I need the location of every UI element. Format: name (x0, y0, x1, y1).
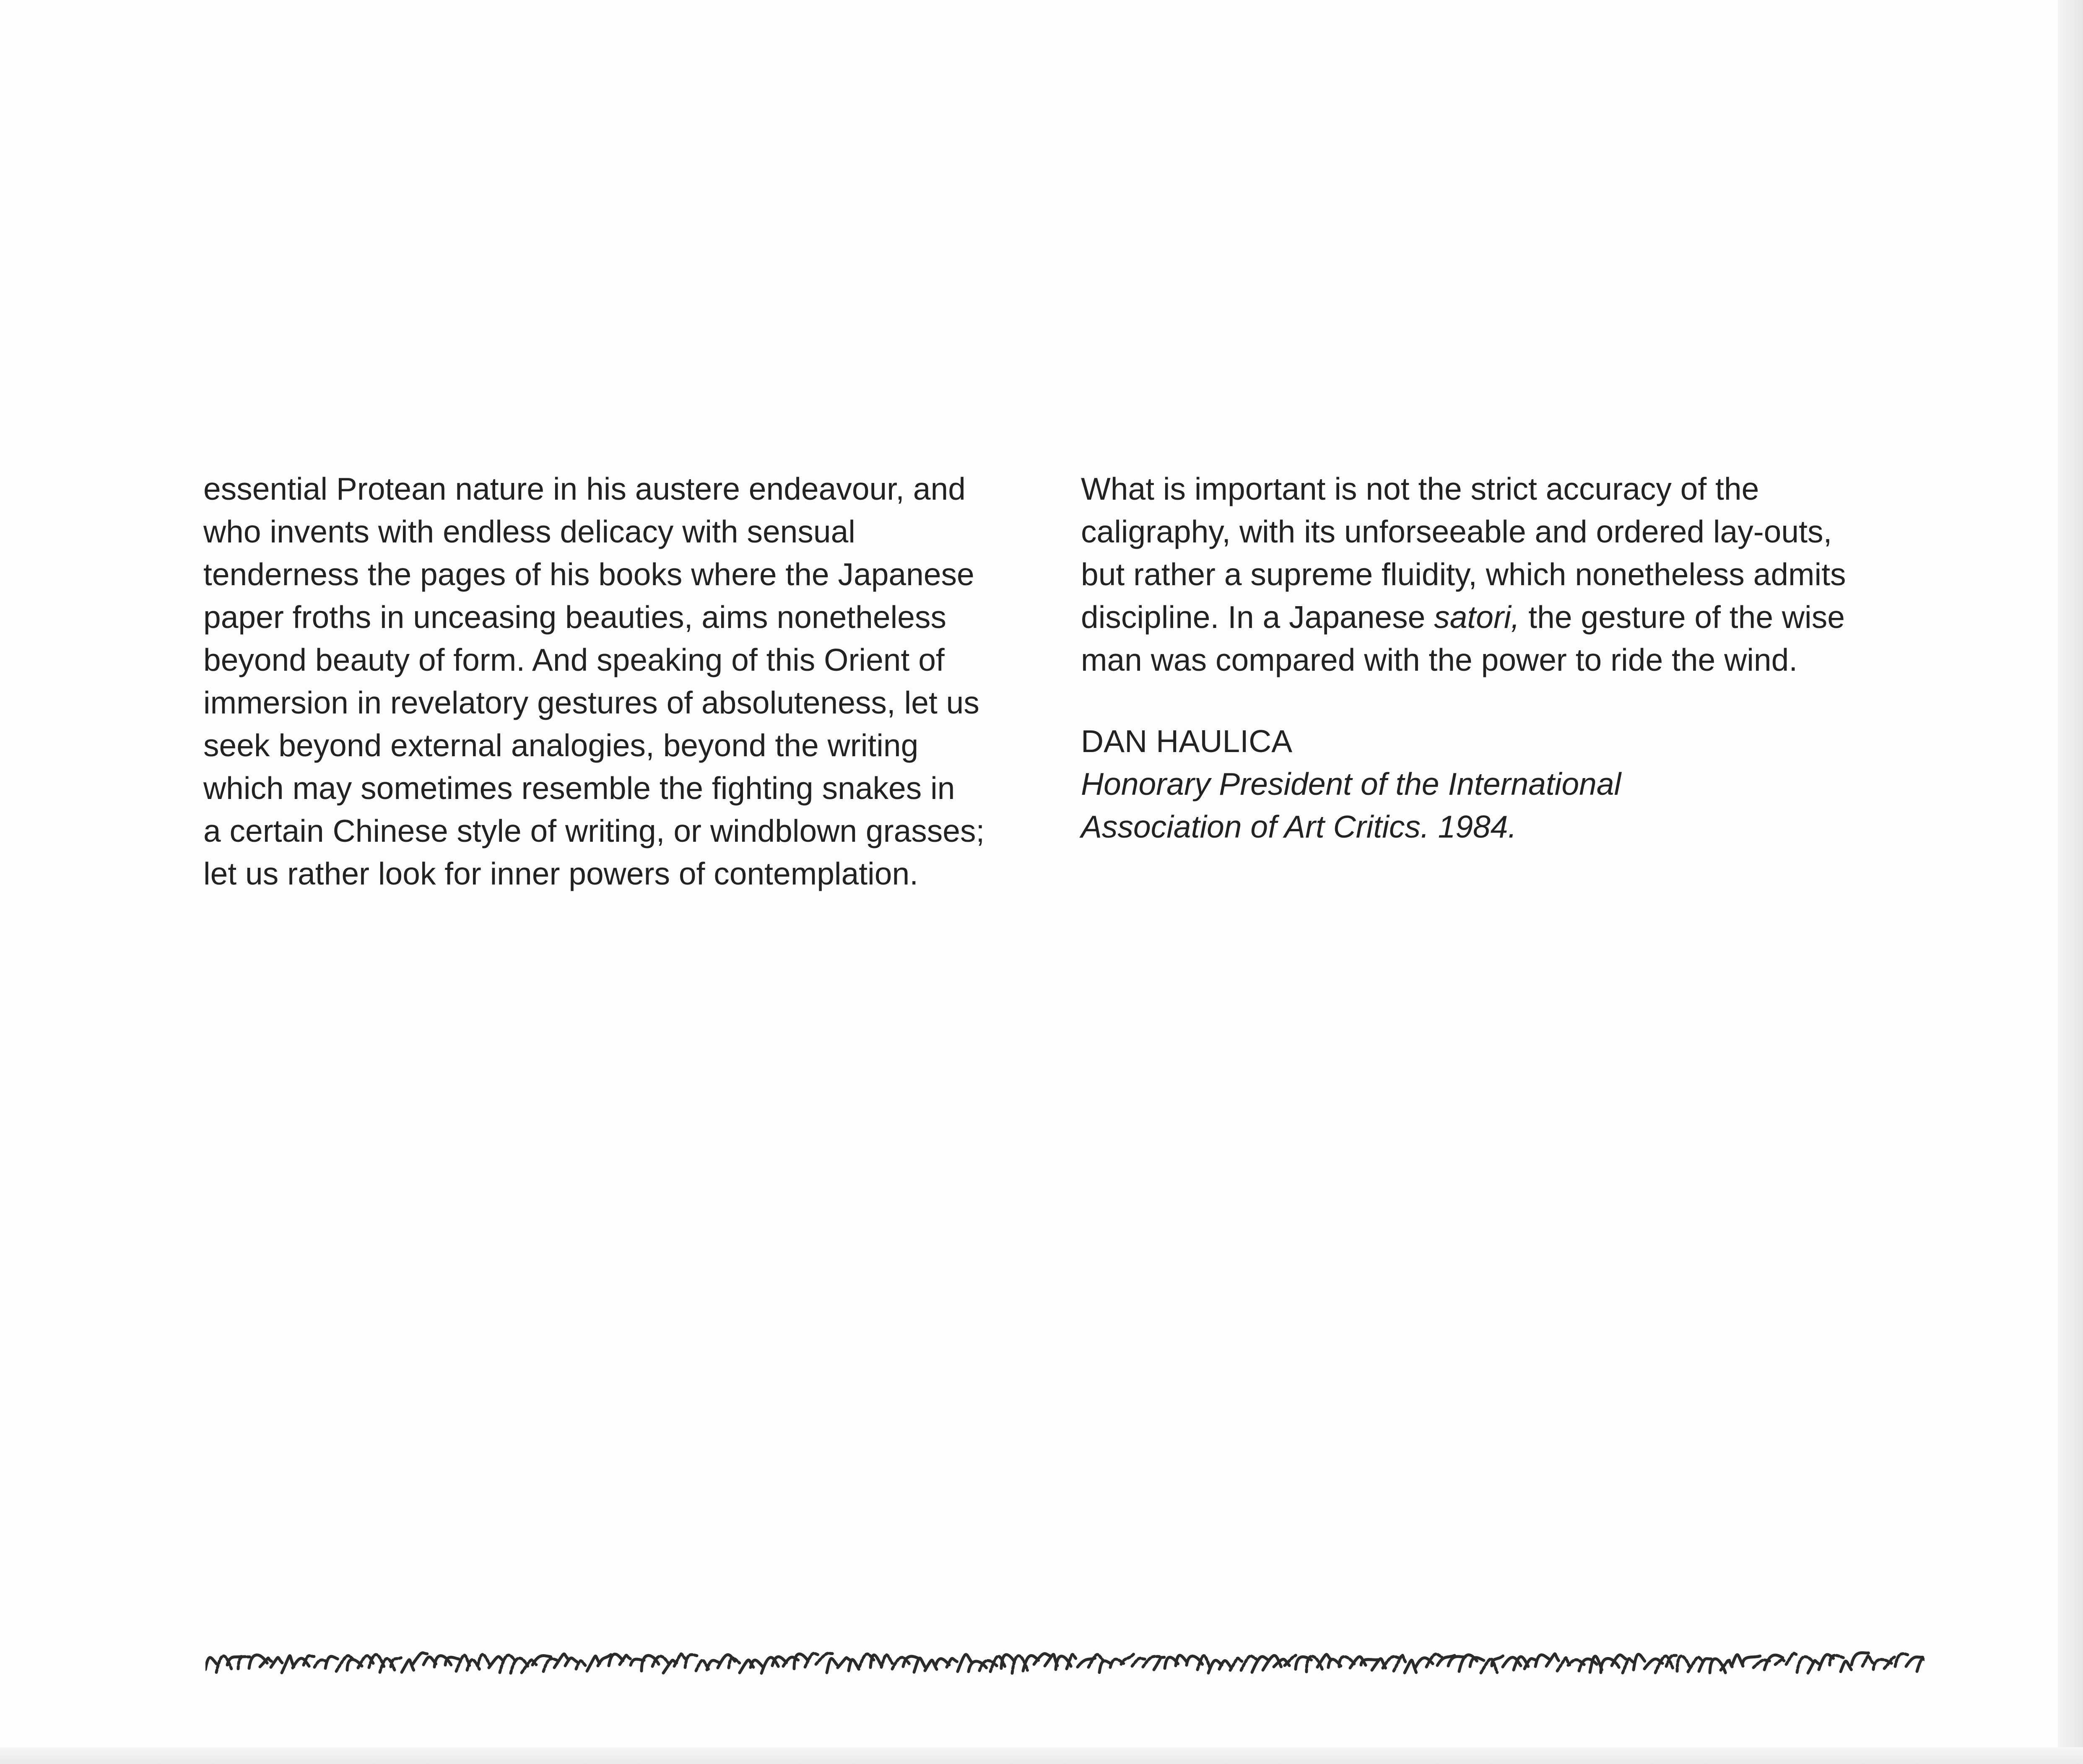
ornament-stroke (881, 1655, 892, 1668)
ornament-stroke (1230, 1658, 1242, 1670)
ornament-stroke (205, 1658, 216, 1669)
ornament-stroke (271, 1658, 282, 1667)
ornament-stroke (282, 1656, 294, 1673)
body-text-line: but rather a supreme fluidity, which nonetheless admits (1081, 557, 1846, 592)
ornament-stroke (325, 1656, 338, 1668)
ornament-stroke (1808, 1660, 1819, 1673)
paragraph-gap (1081, 681, 1940, 720)
ornament-stroke (478, 1655, 490, 1665)
body-text-line: What is important is not the strict accuracy of the (1081, 471, 1759, 506)
body-text-line (1081, 596, 1940, 638)
author-name: DAN HAULICA (1081, 724, 1293, 759)
calligraphic-border-ornament (205, 1647, 1925, 1678)
body-text-fragment: discipline. In a Japanese (1081, 599, 1434, 635)
ornament-stroke (870, 1655, 881, 1668)
ornament-stroke (1612, 1655, 1626, 1665)
ornament-stroke (336, 1656, 353, 1671)
ornament-stroke (391, 1658, 401, 1667)
body-text-line: caligraphy, with its unforseeable and ordered lay-outs, (1081, 514, 1832, 549)
body-text-line: which may sometimes resemble the fighting snakes in (203, 770, 955, 806)
ornament-stroke (849, 1660, 859, 1671)
ornament-stroke (947, 1658, 957, 1667)
body-text-line: immersion in revelatory gestures of absoluteness, let us (203, 685, 979, 720)
body-text-line: beyond beauty of form. And speaking of this Orient of (203, 642, 945, 677)
ornament-stroke (402, 1660, 414, 1672)
ornament-stroke (729, 1658, 740, 1668)
body-text-line: paper froths in unceasing beauties, aims nonetheless (203, 599, 946, 635)
ornament-stroke (1219, 1660, 1231, 1669)
body-text-line: let us rather look for inner powers of contemplation. (203, 856, 919, 891)
author-title-line: Association of Art Critics. 1984. (1081, 809, 1517, 844)
body-text-line: seek beyond external analogies, beyond the writing (203, 728, 919, 763)
body-text-line: a certain Chinese style of writing, or windblown grasses; (203, 813, 985, 848)
ornament-stroke (260, 1658, 271, 1667)
body-text-line: tenderness the pages of his books where the Japanese (203, 557, 974, 592)
body-text-fragment: the gesture of the wise (1519, 599, 1845, 635)
ornament-stroke (674, 1654, 686, 1666)
ornament-stroke (1197, 1656, 1210, 1670)
right-text-column (1081, 467, 1940, 848)
body-text-line: man was compared with the power to ride the wind. (1081, 642, 1798, 677)
ornament-stroke (827, 1658, 837, 1673)
ornament-stroke (1634, 1654, 1645, 1670)
ornament-stroke (1917, 1659, 1925, 1671)
ornament-stroke (1623, 1659, 1634, 1673)
author-title-line: Honorary President of the International (1081, 766, 1621, 802)
ornament-stroke (1830, 1655, 1843, 1665)
ornament-stroke (751, 1660, 763, 1667)
left-text-column (203, 467, 1050, 895)
ornament-stroke (914, 1658, 925, 1672)
ornament-stroke (576, 1661, 587, 1669)
italic-term-satori: satori, (1434, 599, 1520, 635)
ornament-stroke (1841, 1661, 1851, 1672)
ornament-stroke (1775, 1659, 1786, 1664)
page-edge-shadow (2058, 0, 2083, 1764)
body-text-line: essential Protean nature in his austere endeavour, and (203, 471, 966, 506)
body-text-line: who invents with endless delicacy with sensual (203, 514, 855, 549)
page-bottom-edge-shadow (0, 1747, 2083, 1764)
ornament-stroke (1862, 1656, 1873, 1666)
ornament-stroke (1154, 1657, 1164, 1670)
ornament-stroke (1786, 1653, 1797, 1665)
ornament-stroke (685, 1655, 698, 1668)
ornament-stroke (1121, 1654, 1134, 1664)
ornament-stroke (1884, 1657, 1894, 1668)
